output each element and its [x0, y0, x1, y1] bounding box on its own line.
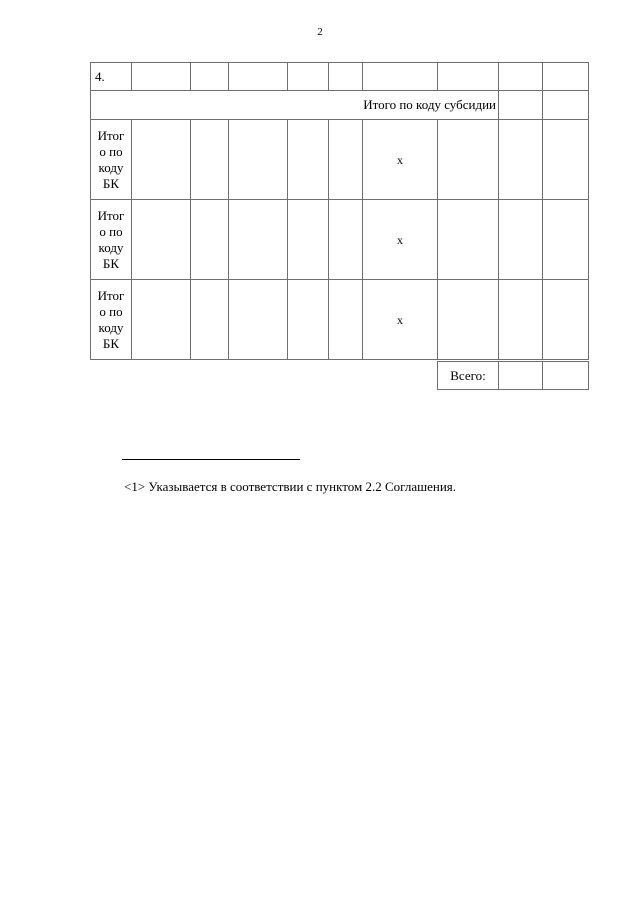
table-cell: [499, 200, 543, 280]
row-number-cell: 4.: [91, 63, 132, 91]
table-cell: [191, 280, 229, 360]
bk-total-label: Итог о по коду БК: [91, 120, 132, 200]
grand-total-row: [437, 361, 589, 390]
table-row-bk-total: [91, 280, 589, 360]
table-cell: [288, 280, 329, 360]
bk-total-label: Итог о по коду БК: [91, 200, 132, 280]
table-cell: [229, 120, 288, 200]
table-row: [91, 63, 589, 91]
table-cell: [229, 280, 288, 360]
bk-total-label: Итог о по коду БК: [91, 280, 132, 360]
table-cell: [132, 200, 191, 280]
table-cell: [288, 120, 329, 200]
grand-total-label: Всего:: [438, 362, 499, 390]
table-cell: [499, 63, 543, 91]
table-cell: [191, 63, 229, 91]
footnote-text: <1> Указывается в соответствии с пунктом 2.2 Соглашения.: [124, 479, 457, 494]
table-row-subsidy-total: [91, 91, 589, 120]
x-mark-cell: x: [363, 200, 438, 280]
table-cell: [438, 200, 499, 280]
table-cell: [288, 63, 329, 91]
subsidy-total-label: Итого по коду субсидии: [91, 91, 499, 120]
table-cell: [132, 120, 191, 200]
table-cell: [543, 91, 589, 120]
table-cell: [543, 120, 589, 200]
table-cell: [191, 200, 229, 280]
table-cell: [363, 63, 438, 91]
table-cell: [329, 120, 363, 200]
table-cell: [543, 200, 589, 280]
x-mark-cell: x: [363, 120, 438, 200]
table-cell: [132, 63, 191, 91]
table-cell: [229, 63, 288, 91]
page-number: 2: [317, 26, 323, 38]
table-cell: [229, 200, 288, 280]
table-row-bk-total: [91, 200, 589, 280]
table-cell: [543, 280, 589, 360]
subsidy-table: [90, 62, 589, 360]
table-cell: [132, 280, 191, 360]
table-cell: [499, 120, 543, 200]
table-cell: [438, 120, 499, 200]
table-cell: [499, 362, 543, 390]
footnote-divider: [122, 459, 300, 460]
table-cell: [438, 63, 499, 91]
table-cell: [438, 280, 499, 360]
table-cell: [543, 63, 589, 91]
table-cell: [499, 91, 543, 120]
x-mark-cell: x: [363, 280, 438, 360]
table-cell: [329, 280, 363, 360]
table-row: [438, 362, 589, 390]
table-row-bk-total: [91, 120, 589, 200]
table-cell: [288, 200, 329, 280]
table-cell: [329, 200, 363, 280]
table-cell: [191, 120, 229, 200]
table-cell: [329, 63, 363, 91]
table-cell: [543, 362, 589, 390]
table-cell: [499, 280, 543, 360]
